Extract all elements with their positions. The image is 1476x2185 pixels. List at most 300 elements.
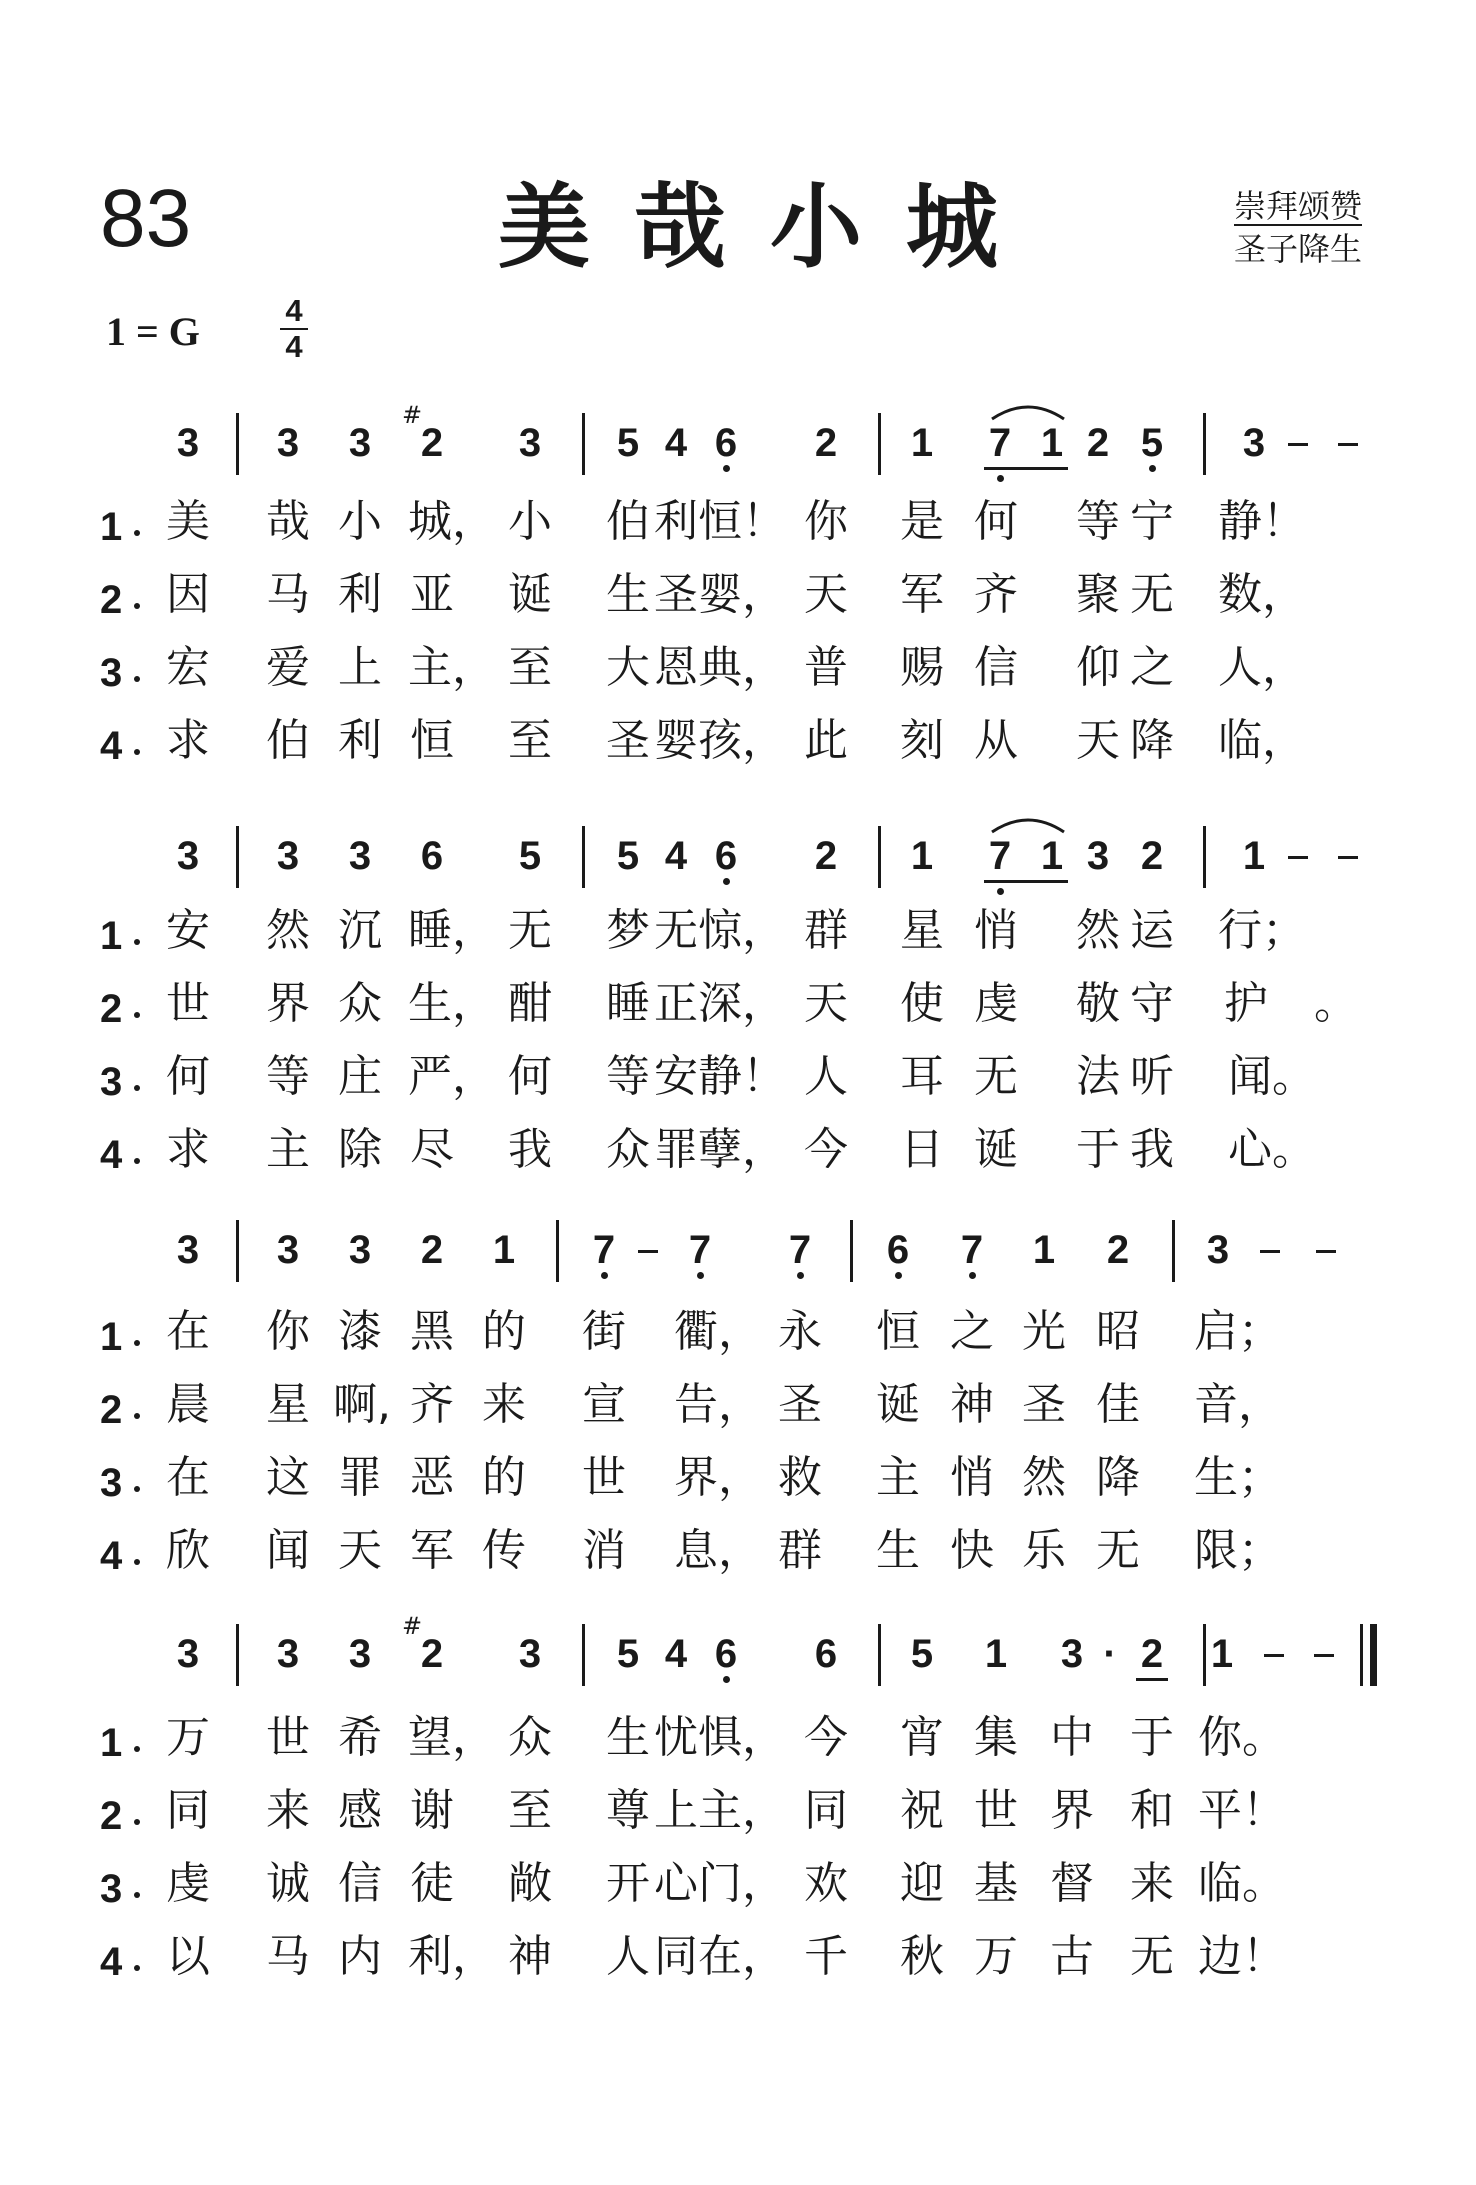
lyric: 神	[508, 1931, 552, 1982]
low-octave-dot	[723, 465, 730, 472]
lyric: 乐	[1022, 1525, 1066, 1576]
lyric: 生，	[408, 978, 496, 1029]
note: 4	[664, 421, 688, 465]
lyric: 何	[508, 1051, 552, 1102]
barline	[1203, 826, 1206, 888]
lyric: 惊，	[698, 905, 786, 956]
note: 5	[616, 421, 640, 465]
lyric: 衢，	[674, 1306, 762, 1357]
dash	[638, 1250, 658, 1253]
lyric: 今	[804, 1712, 848, 1763]
lyric: 上	[654, 1785, 698, 1836]
note: 5	[616, 1632, 640, 1676]
barline	[556, 1220, 559, 1282]
lyric: 无	[508, 905, 552, 956]
note: 3	[176, 1228, 200, 1272]
lyric: 万	[974, 1931, 1018, 1982]
lyric: 亚	[410, 569, 454, 620]
note: 5	[1140, 421, 1164, 465]
note: 4	[664, 834, 688, 878]
note: 1	[1210, 1632, 1234, 1676]
note: 3	[1060, 1632, 1084, 1676]
note: 5	[518, 834, 542, 878]
lyric: 典，	[698, 642, 786, 693]
underline-beam	[1136, 1678, 1168, 1681]
lyric: 音，	[1194, 1379, 1282, 1430]
note: 2	[420, 1632, 444, 1676]
lyric: 息，	[674, 1525, 762, 1576]
note: 1	[910, 421, 934, 465]
lyric: 降	[1130, 715, 1174, 766]
sharp-icon: #	[402, 1612, 423, 1640]
lyric: 内	[338, 1931, 382, 1982]
lyric: 告，	[674, 1379, 762, 1430]
lyric: 界	[1050, 1785, 1094, 1836]
note: 1	[1040, 834, 1064, 878]
lyric: 至	[508, 1785, 552, 1836]
lyric: 光	[1022, 1306, 1066, 1357]
lyric: 。	[1314, 978, 1358, 1029]
note: 7	[988, 421, 1012, 465]
low-octave-dot	[997, 888, 1004, 895]
lyric: 界，	[674, 1452, 762, 1503]
lyric: 闻	[266, 1525, 310, 1576]
lyric: 利	[338, 715, 382, 766]
lyric: 秋	[900, 1931, 944, 1982]
note: 3	[1086, 834, 1110, 878]
verse-1-line-3	[0, 1306, 1476, 1370]
lyric: 你	[804, 496, 848, 547]
lyric: 千	[804, 1931, 848, 1982]
lyric: 来	[482, 1379, 526, 1430]
lyric: 法	[1076, 1051, 1120, 1102]
lyric: 诞	[508, 569, 552, 620]
lyric: 人	[606, 1931, 650, 1982]
lyric: 求	[166, 1124, 210, 1175]
lyric: 世	[266, 1712, 310, 1763]
barline	[878, 413, 881, 475]
barline	[582, 413, 585, 475]
verse-number: 2	[100, 1388, 123, 1432]
lyric: 万	[166, 1712, 210, 1763]
note: 3	[348, 1228, 372, 1272]
note: 3	[518, 421, 542, 465]
category-sub: 圣子降生	[1234, 230, 1363, 268]
lyric: 啊,	[333, 1379, 391, 1430]
verse-number: 2	[100, 578, 123, 622]
verse-3-line-1	[0, 642, 1476, 706]
note: 1	[492, 1228, 516, 1272]
verse-1-line-1	[0, 496, 1476, 560]
low-octave-dot	[1149, 465, 1156, 472]
verse-number: 4	[100, 1534, 123, 1578]
lyric: 小	[508, 496, 552, 547]
lyric: 爱	[266, 642, 310, 693]
verse-number: 4	[100, 724, 123, 768]
lyric: 马	[266, 569, 310, 620]
lyric: 群	[778, 1525, 822, 1576]
note: 2	[814, 834, 838, 878]
lyric: 军	[410, 1525, 454, 1576]
note: 7	[788, 1228, 812, 1272]
lyric: 圣	[778, 1379, 822, 1430]
lyric: 群	[804, 905, 848, 956]
lyric: 谢	[410, 1785, 454, 1836]
lyric: 望，	[408, 1712, 496, 1763]
barline	[236, 826, 239, 888]
lyric: 等	[1076, 496, 1120, 547]
note: 2	[420, 421, 444, 465]
verse-2-line-1	[0, 569, 1476, 633]
low-octave-dot	[601, 1272, 608, 1279]
lyric: 美	[166, 496, 210, 547]
lyric: 利	[654, 496, 698, 547]
note: 3	[176, 834, 200, 878]
lyric: 婴，	[698, 569, 786, 620]
dash	[1314, 1654, 1334, 1657]
lyric: 罪	[338, 1452, 382, 1503]
lyric: 无	[654, 905, 698, 956]
lyric: 静！	[698, 1051, 786, 1102]
lyric: 赐	[900, 642, 944, 693]
hymn-number: 83	[100, 173, 192, 264]
verse-4-line-4	[0, 1931, 1476, 1995]
verse-2-line-3	[0, 1379, 1476, 1443]
lyric: 众	[508, 1712, 552, 1763]
lyric: 数，	[1218, 569, 1306, 620]
barline	[850, 1220, 853, 1282]
verse-number: 1	[100, 1315, 123, 1359]
lyric: 你。	[1198, 1712, 1286, 1763]
lyric: 星	[900, 905, 944, 956]
lyric: 希	[338, 1712, 382, 1763]
note: 2	[1140, 834, 1164, 878]
lyric: 耳	[900, 1051, 944, 1102]
lyric: 徒	[410, 1858, 454, 1909]
dash	[1316, 1250, 1336, 1253]
note: 2	[1140, 1632, 1164, 1676]
lyric: 迎	[900, 1858, 944, 1909]
lyric: 我	[508, 1124, 552, 1175]
note: 3	[1206, 1228, 1230, 1272]
lyric: 世	[166, 978, 210, 1029]
lyric: 界	[266, 978, 310, 1029]
lyric: 恒	[876, 1306, 920, 1357]
lyric: 闻。	[1228, 1051, 1316, 1102]
lyric: 圣	[1022, 1379, 1066, 1430]
lyric: 等	[266, 1051, 310, 1102]
final-barline-thick	[1370, 1624, 1377, 1686]
note: 1	[984, 1632, 1008, 1676]
notation-line-2	[0, 826, 1476, 886]
lyric: 这	[266, 1452, 310, 1503]
low-octave-dot	[797, 1272, 804, 1279]
lyric: 恶	[410, 1452, 454, 1503]
note: 3	[348, 421, 372, 465]
lyric: 伯	[606, 496, 650, 547]
barline	[582, 826, 585, 888]
lyric: 宵	[900, 1712, 944, 1763]
lyric: 此	[804, 715, 848, 766]
lyric: 人，	[1218, 642, 1306, 693]
barline	[236, 1624, 239, 1686]
note: 3	[348, 834, 372, 878]
lyric: 惧，	[698, 1712, 786, 1763]
lyric: 救	[778, 1452, 822, 1503]
lyric: 齐	[410, 1379, 454, 1430]
lyric: 沉	[338, 905, 382, 956]
lyric: 同	[804, 1785, 848, 1836]
lyric: 静！	[1218, 496, 1306, 547]
verse-4-line-1	[0, 715, 1476, 779]
lyric: 无	[1130, 1931, 1174, 1982]
lyric: 至	[508, 642, 552, 693]
lyric: 信	[338, 1858, 382, 1909]
lyric: 之	[1130, 642, 1174, 693]
lyric: 睡，	[408, 905, 496, 956]
underline-beam	[984, 467, 1068, 470]
lyric: 同	[654, 1931, 698, 1982]
slur	[988, 399, 1068, 421]
note: 3	[276, 1228, 300, 1272]
verse-2-line-4	[0, 1785, 1476, 1849]
lyric: 除	[338, 1124, 382, 1175]
note: 7	[988, 834, 1012, 878]
lyric: 行；	[1218, 905, 1306, 956]
note: 1	[910, 834, 934, 878]
lyric: 无	[974, 1051, 1018, 1102]
lyric: 无	[1096, 1525, 1140, 1576]
lyric: 大	[606, 642, 650, 693]
note: 5	[910, 1632, 934, 1676]
lyric: 虔	[166, 1858, 210, 1909]
lyric: 督	[1050, 1858, 1094, 1909]
note: 6	[814, 1632, 838, 1676]
barline	[878, 826, 881, 888]
lyric: 门，	[698, 1858, 786, 1909]
verse-number: 1	[100, 914, 123, 958]
barline	[1172, 1220, 1175, 1282]
lyric: 临。	[1198, 1858, 1286, 1909]
verse-number: 1	[100, 505, 123, 549]
lyric: 星	[266, 1379, 310, 1430]
dash	[1264, 1654, 1284, 1657]
lyric: 伯	[266, 715, 310, 766]
lyric: 传	[482, 1525, 526, 1576]
lyric: 于	[1130, 1712, 1174, 1763]
verse-3-line-3	[0, 1452, 1476, 1516]
lyric: 从	[974, 715, 1018, 766]
lyric: 普	[804, 642, 848, 693]
lyric: 守	[1130, 978, 1174, 1029]
lyric: 欣	[166, 1525, 210, 1576]
lyric: 尽	[410, 1124, 454, 1175]
notation-line-3	[0, 1220, 1476, 1280]
lyric: 欢	[804, 1858, 848, 1909]
low-octave-dot	[969, 1272, 976, 1279]
note: 2	[420, 1228, 444, 1272]
lyric: 虔	[974, 978, 1018, 1029]
lyric: 天	[338, 1525, 382, 1576]
hymn-title: 美哉小城	[498, 174, 1043, 281]
category-main: 崇拜颂赞	[1234, 187, 1363, 225]
lyric: 主	[266, 1124, 310, 1175]
verse-number: 3	[100, 1060, 123, 1104]
lyric: 的	[482, 1452, 526, 1503]
lyric: 安	[166, 905, 210, 956]
lyric: 晨	[166, 1379, 210, 1430]
lyric: 漆	[338, 1306, 382, 1357]
note: 3	[1242, 421, 1266, 465]
lyric: 然	[1076, 905, 1120, 956]
lyric: 同	[166, 1785, 210, 1836]
barline	[1203, 1624, 1206, 1686]
lyric: 使	[900, 978, 944, 1029]
lyric: 和	[1130, 1785, 1174, 1836]
lyric: 世	[974, 1785, 1018, 1836]
lyric: 护	[1224, 978, 1268, 1029]
lyric: 悄	[974, 905, 1018, 956]
lyric: 安	[654, 1051, 698, 1102]
verse-number: 3	[100, 1867, 123, 1911]
lyric: 何	[974, 496, 1018, 547]
lyric: 黑	[410, 1306, 454, 1357]
lyric: 上	[338, 642, 382, 693]
lyric: 今	[804, 1124, 848, 1175]
augmentation-dot: ·	[1103, 1632, 1117, 1676]
lyric: 祝	[900, 1785, 944, 1836]
lyric: 孩，	[698, 715, 786, 766]
barline	[236, 1220, 239, 1282]
lyric: 小	[338, 496, 382, 547]
note: 6	[886, 1228, 910, 1272]
lyric: 基	[974, 1858, 1018, 1909]
lyric: 听	[1130, 1051, 1174, 1102]
low-octave-dot	[997, 475, 1004, 482]
lyric: 街	[582, 1306, 626, 1357]
verse-number: 4	[100, 1133, 123, 1177]
lyric: 古	[1050, 1931, 1094, 1982]
note: 6	[714, 834, 738, 878]
note: 1	[1242, 834, 1266, 878]
lyric: 聚	[1076, 569, 1120, 620]
lyric: 生	[606, 1712, 650, 1763]
lyric: 快	[950, 1525, 994, 1576]
note: 5	[616, 834, 640, 878]
lyric: 梦	[606, 905, 650, 956]
note: 1	[1032, 1228, 1056, 1272]
note: 3	[176, 421, 200, 465]
lyric: 以	[166, 1931, 210, 1982]
notation-line-4	[0, 1612, 1476, 1684]
lyric: 恒	[410, 715, 454, 766]
note: 7	[592, 1228, 616, 1272]
lyric: 圣	[654, 569, 698, 620]
lyric: 生	[876, 1525, 920, 1576]
lyric: 来	[266, 1785, 310, 1836]
final-barline-thin	[1360, 1624, 1363, 1686]
note: 7	[960, 1228, 984, 1272]
time-denominator: 4	[285, 329, 303, 364]
verse-1-line-2	[0, 905, 1476, 969]
lyric: 在，	[698, 1931, 786, 1982]
lyric: 人	[804, 1051, 848, 1102]
lyric: 深，	[698, 978, 786, 1029]
lyric: 在	[166, 1452, 210, 1503]
lyric: 仰	[1076, 642, 1120, 693]
lyric: 神	[950, 1379, 994, 1430]
lyric: 之	[950, 1306, 994, 1357]
lyric: 感	[338, 1785, 382, 1836]
verse-4-line-2	[0, 1124, 1476, 1188]
barline	[1203, 413, 1206, 475]
lyric: 消	[582, 1525, 626, 1576]
lyric: 你	[266, 1306, 310, 1357]
lyric: 正	[654, 978, 698, 1029]
note: 3	[276, 834, 300, 878]
lyric: 孽，	[698, 1124, 786, 1175]
note: 6	[420, 834, 444, 878]
lyric: 宏	[166, 642, 210, 693]
verse-2-line-2	[0, 978, 1476, 1042]
dash	[1338, 856, 1358, 859]
lyric: 睡	[606, 978, 650, 1029]
lyric: 心。	[1228, 1124, 1316, 1175]
lyric: 圣	[606, 715, 650, 766]
sharp-icon: #	[402, 401, 423, 429]
lyric: 酣	[508, 978, 552, 1029]
low-octave-dot	[697, 1272, 704, 1279]
lyric: 众	[606, 1124, 650, 1175]
dash	[1288, 856, 1308, 859]
lyric: 诚	[266, 1858, 310, 1909]
time-signature	[280, 293, 308, 364]
low-octave-dot	[723, 878, 730, 885]
lyric: 无	[1130, 569, 1174, 620]
lyric: 婴	[654, 715, 698, 766]
underline-beam	[984, 880, 1068, 883]
dash	[1260, 1250, 1280, 1253]
note: 2	[1106, 1228, 1130, 1272]
lyric: 平！	[1198, 1785, 1286, 1836]
note: 3	[176, 1632, 200, 1676]
lyric: 敬	[1076, 978, 1120, 1029]
lyric: 天	[804, 569, 848, 620]
verse-number: 3	[100, 1461, 123, 1505]
lyric: 运	[1130, 905, 1174, 956]
lyric: 尊	[606, 1785, 650, 1836]
note: 2	[814, 421, 838, 465]
lyric: 主，	[698, 1785, 786, 1836]
lyric: 降	[1096, 1452, 1140, 1503]
lyric: 佳	[1096, 1379, 1140, 1430]
notation-line-1	[0, 401, 1476, 473]
lyric: 悄	[950, 1452, 994, 1503]
lyric: 利	[338, 569, 382, 620]
note: 3	[276, 1632, 300, 1676]
lyric: 严，	[408, 1051, 496, 1102]
lyric: 日	[900, 1124, 944, 1175]
lyric: 边！	[1198, 1931, 1286, 1982]
note: 4	[664, 1632, 688, 1676]
note: 3	[348, 1632, 372, 1676]
lyric: 宁	[1130, 496, 1174, 547]
note: 6	[714, 421, 738, 465]
lyric: 生	[606, 569, 650, 620]
verse-4-line-3	[0, 1525, 1476, 1589]
lyric: 世	[582, 1452, 626, 1503]
lyric: 然	[266, 905, 310, 956]
